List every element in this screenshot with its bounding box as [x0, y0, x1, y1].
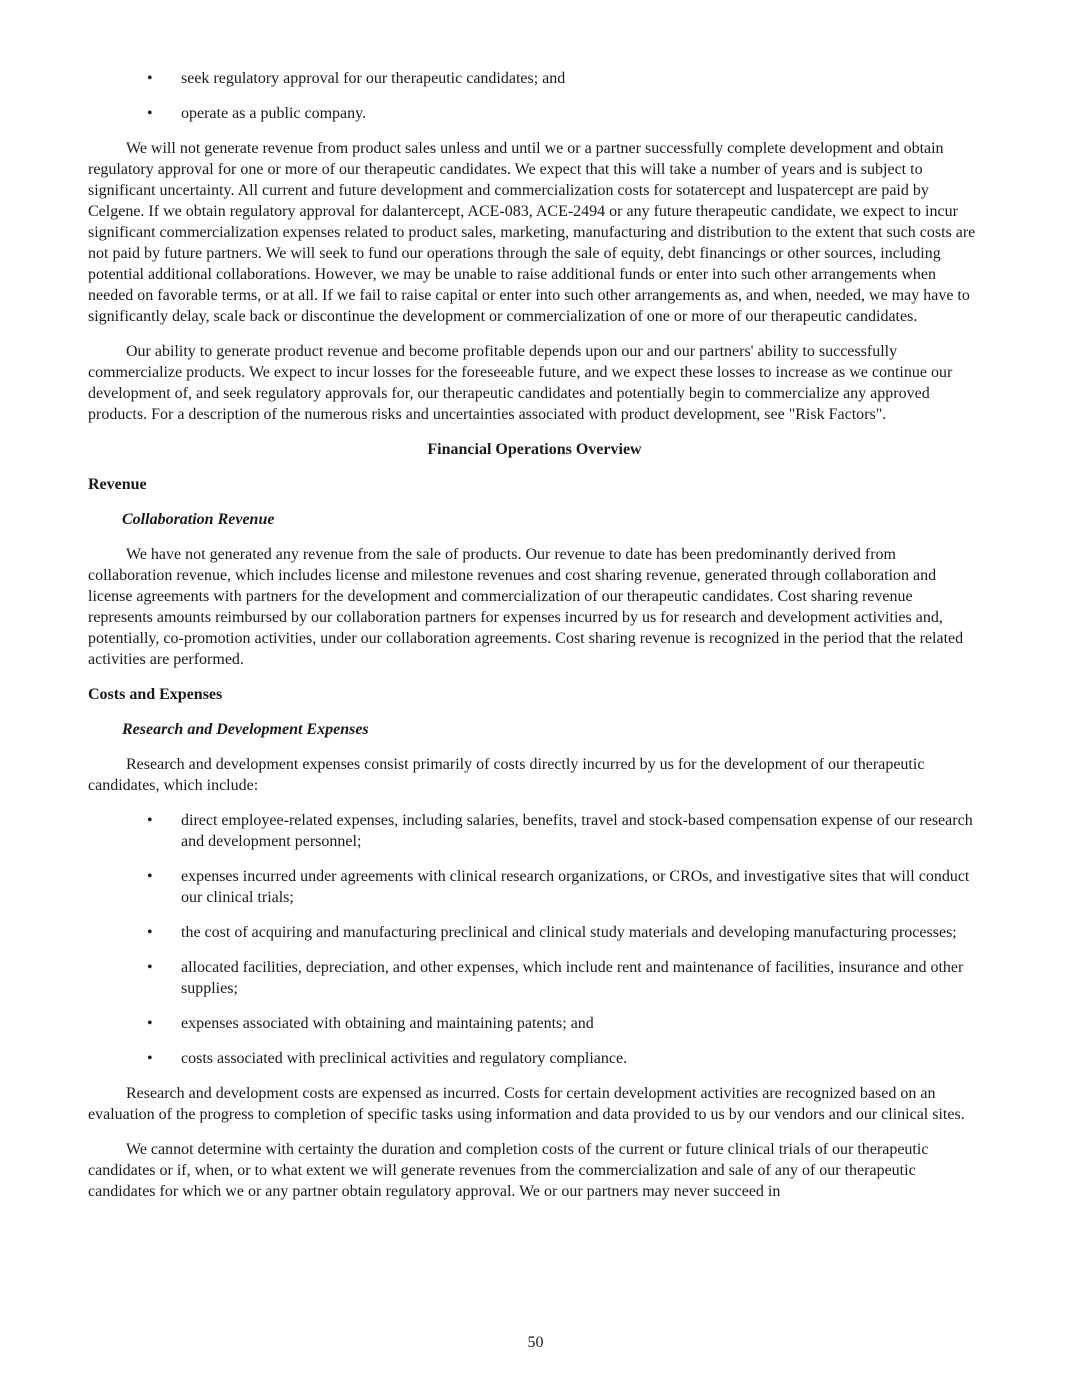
paragraph: Research and development costs are expensed as incurred. Costs for certain development activities are recognized based on an evaluation of the progress to completion of specific tasks using information and data provided to us by our vendors and our clinical sites. — [88, 1085, 965, 1123]
section-title: Financial Operations Overview — [427, 441, 642, 458]
list-item-text: costs associated with preclinical activities and regulatory compliance. — [181, 1050, 628, 1067]
list-item — [88, 68, 981, 89]
list-item-text: the cost of acquiring and manufacturing preclinical and clinical study materials and developing manufacturing processes; — [181, 924, 957, 941]
bullet-icon: • — [147, 105, 153, 122]
bullet-icon: • — [147, 70, 153, 87]
list-item-text: operate as a public company. — [181, 105, 367, 122]
bullet-icon: • — [147, 924, 153, 941]
list-item — [88, 103, 981, 124]
bullet-icon: • — [147, 868, 153, 885]
costs-heading: Costs and Expenses — [88, 686, 223, 703]
paragraph: We will not generate revenue from product sales unless and until we or a partner successfully complete development and obtain regulatory approval for one or more of our therapeutic candidates. We expect that this will take a number of years and is subject to significant uncertainty. All current and future development and commercialization costs for sotatercept and luspatercept are paid by Celgene. If we obtain regulatory approval for dalantercept, ACE-083, ACE-2494 or any future therapeutic candidate, we expect to incur significant commercialization expenses related to product sales, marketing, manufacturing and distribution to the extent that such costs are not paid by future partners. We will seek to fund our operations through the sale of equity, debt financings or other sources, including potential additional collaborations. However, we may be unable to raise additional funds or enter into such other arrangements when needed on favorable terms, or at all. If we fail to raise capital or enter into such other arrangements as, and when, needed, we may have to significantly delay, scale back or discontinue the development or commercialization of one or more of our therapeutic candidates. — [88, 140, 976, 325]
page-number: 50 — [527, 1334, 544, 1351]
list-item — [88, 866, 981, 908]
list-item-text: expenses incurred under agreements with clinical research organizations, or CROs, and investigative sites that will conduct our clinical trials; — [181, 868, 970, 906]
paragraph: Research and development expenses consist primarily of costs directly incurred by us for the development of our therapeutic candidates, which include: — [88, 756, 925, 794]
collaboration-revenue-subheading: Collaboration Revenue — [122, 511, 275, 528]
bullet-icon: • — [147, 1015, 153, 1032]
paragraph: We have not generated any revenue from the sale of products. Our revenue to date has been predominantly derived from collaboration revenue, which includes license and milestone revenues and cost sharing revenue, generated through collaboration and license agreements with partners for the development and commercialization of our therapeutic candidates. Cost sharing revenue represents amounts reimbursed by our collaboration partners for expenses incurred by us for research and development activities and, potentially, co-promotion activities, under our collaboration agreements. Cost sharing revenue is recognized in the period that the related activities are performed. — [88, 546, 964, 668]
list-item — [88, 1013, 981, 1034]
paragraph: We cannot determine with certainty the duration and completion costs of the current or future clinical trials of our therapeutic candidates or if, when, or to what extent we will generate revenues from the commercialization and sale of any of our therapeutic candidates for which we or any partner obtain regulatory approval. We or our partners may never succeed in — [88, 1141, 929, 1200]
bullet-icon: • — [147, 812, 153, 829]
revenue-heading: Revenue — [88, 476, 147, 493]
list-item — [88, 810, 981, 852]
list-item-text: allocated facilities, depreciation, and other expenses, which include rent and maintenance of facilities, insurance and other supplies; — [181, 959, 964, 997]
list-item — [88, 957, 981, 999]
list-item — [88, 1048, 981, 1069]
bullet-icon: • — [147, 1050, 153, 1067]
rd-expenses-subheading: Research and Development Expenses — [122, 721, 369, 738]
document-page — [88, 68, 981, 1202]
list-item — [88, 922, 981, 943]
list-item-text: direct employee-related expenses, including salaries, benefits, travel and stock-based compensation expense of our research and development personnel; — [181, 812, 973, 850]
list-item-text: expenses associated with obtaining and maintaining patents; and — [181, 1015, 594, 1032]
list-item-text: seek regulatory approval for our therapeutic candidates; and — [181, 70, 566, 87]
bullet-icon: • — [147, 959, 153, 976]
paragraph: Our ability to generate product revenue and become profitable depends upon our and our partners' ability to successfully commercialize products. We expect to incur losses for the foreseeable future, and we expect these losses to increase as we continue our development of, and seek regulatory approvals for, our therapeutic candidates and potentially begin to commercialize any approved products. For a description of the numerous risks and uncertainties associated with product development, see "Risk Factors". — [88, 343, 953, 423]
